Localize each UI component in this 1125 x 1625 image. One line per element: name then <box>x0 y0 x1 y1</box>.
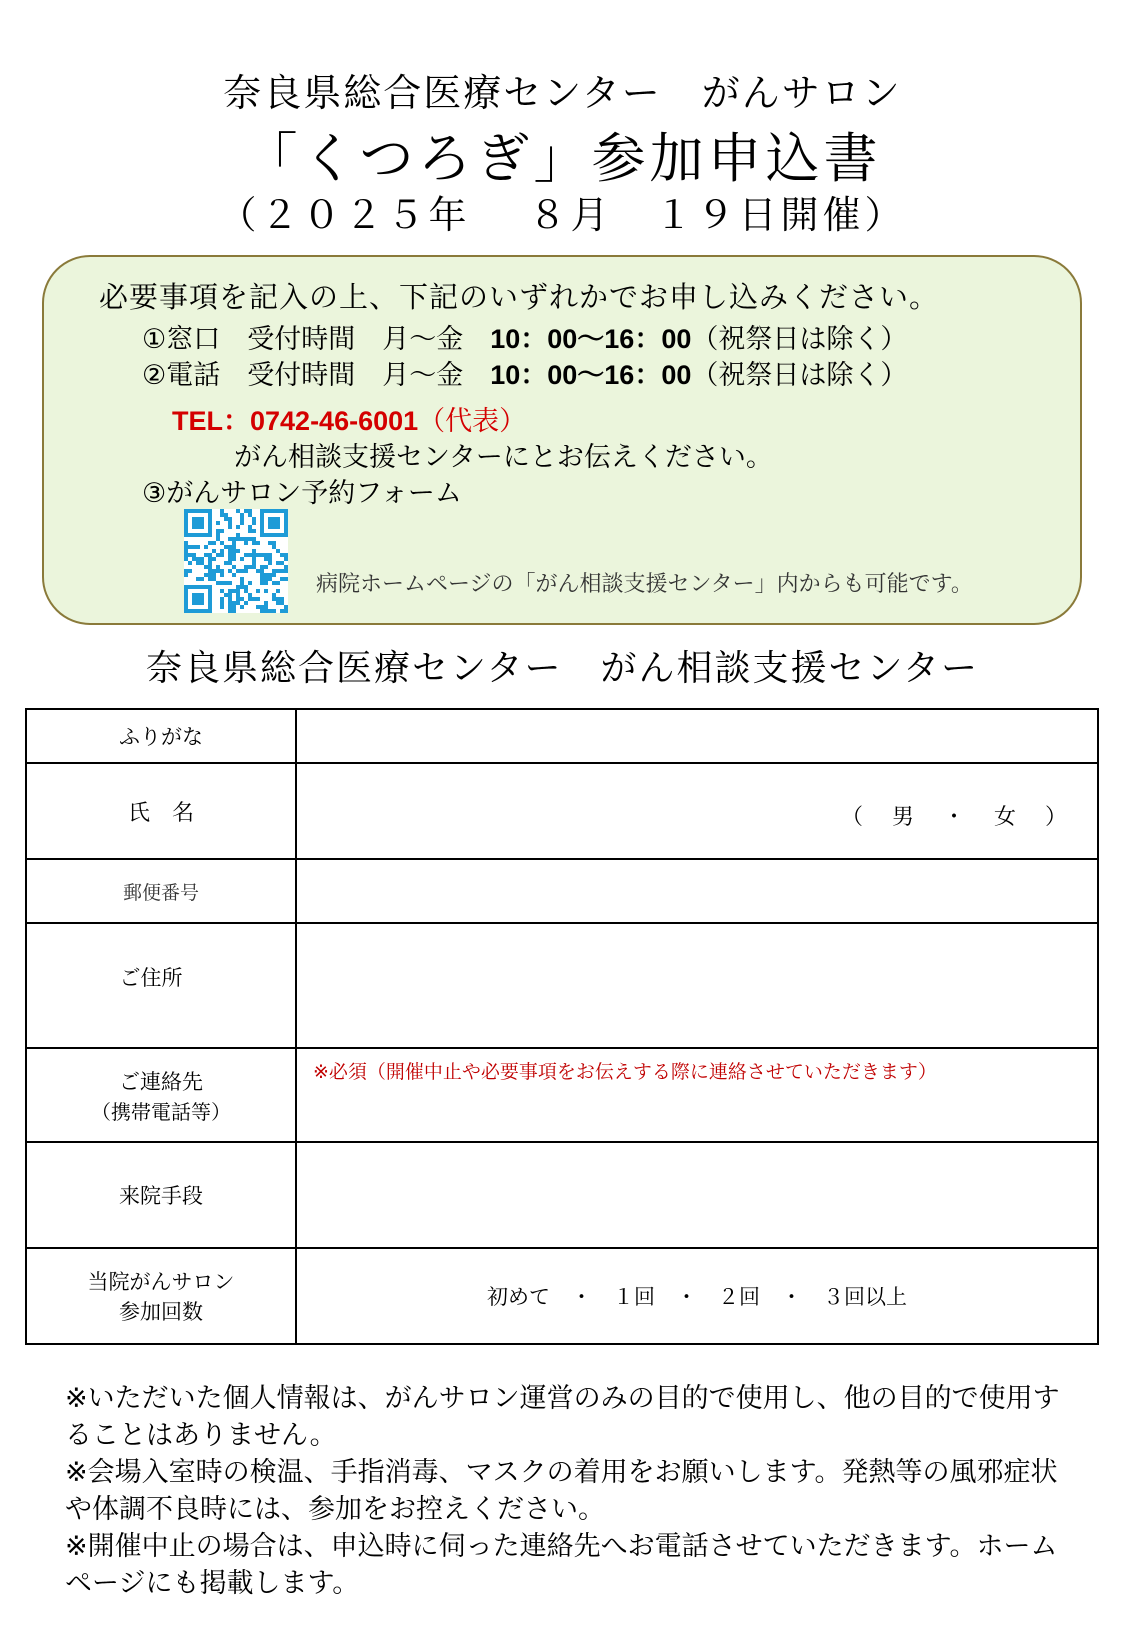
center-title: 奈良県総合医療センター がん相談支援センター <box>145 648 980 689</box>
method-counter: ①窓口 受付時間 月～金 10：00～16：00（祝祭日は除く） <box>142 324 908 355</box>
table-row <box>26 1048 1098 1142</box>
application-info-box <box>42 255 1082 625</box>
name-label: 氏 名 <box>26 763 296 859</box>
note-cancellation: ※開催中止の場合は、申込時に伺った連絡先へお電話させていただきます。ホームページにも掲載します。 <box>65 1531 1058 1599</box>
gender-select[interactable]: （ 男 ・ 女 ） <box>841 805 1067 830</box>
table-row <box>26 859 1098 923</box>
page-title: 「くつろぎ」参加申込書 <box>243 127 882 190</box>
info-lead: 必要事項を記入の上、下記のいずれかでお申し込みください。 <box>99 280 940 314</box>
postal-label: 郵便番号 <box>26 859 296 923</box>
notes <box>65 1380 1065 1602</box>
qr-note: 病院ホームページの「がん相談支援センター」内からも可能です。 <box>316 572 973 597</box>
table-row <box>26 709 1098 763</box>
contact-sub-label: （携帯電話等） <box>91 1099 231 1124</box>
table-row <box>26 763 1098 859</box>
event-date: （２０２５年 ８月 １９日開催） <box>218 193 907 237</box>
visits-label-line2: 参加回数 <box>119 1300 203 1324</box>
visits-options[interactable]: 初めて ・ １回 ・ ２回 ・ ３回以上 <box>296 1248 1098 1344</box>
postal-field[interactable] <box>296 859 1098 923</box>
header-organizer: 奈良県総合医療センター がんサロン <box>223 71 902 115</box>
transport-field[interactable] <box>296 1142 1098 1248</box>
furigana-label: ふりがな <box>26 709 296 763</box>
tel-number[interactable]: TEL：0742-46-6001（代表） <box>172 406 527 437</box>
table-row <box>26 923 1098 1048</box>
method-form: ③がんサロン予約フォーム <box>142 478 462 509</box>
required-note: ※必須（開催中止や必要事項をお伝えする際に連絡させていただきます） <box>313 1061 937 1083</box>
contact-field[interactable] <box>296 1048 1098 1142</box>
application-form-table <box>25 708 1099 1345</box>
note-privacy: ※いただいた個人情報は、がんサロン運営のみの目的で使用し、他の目的で使用することはありません。 <box>65 1383 1060 1451</box>
table-row <box>26 1142 1098 1248</box>
furigana-field[interactable] <box>296 709 1098 763</box>
visits-label-line1: 当院がんサロン <box>87 1270 235 1294</box>
address-field[interactable] <box>296 923 1098 1048</box>
note-hygiene: ※会場入室時の検温、手指消毒、マスクの着用をお願いします。発熱等の風邪症状や体調不良時には、参加をお控えください。 <box>65 1457 1058 1525</box>
table-row <box>26 1248 1098 1344</box>
transport-label: 来院手段 <box>26 1142 296 1248</box>
contact-label: ご連絡先 <box>119 1069 203 1094</box>
address-label: ご住所 <box>26 923 296 1048</box>
method-phone: ②電話 受付時間 月～金 10：00～16：00（祝祭日は除く） <box>142 360 908 391</box>
visits-label-cell <box>26 1248 296 1344</box>
qr-code-icon[interactable] <box>184 509 288 613</box>
name-field[interactable] <box>296 763 1098 859</box>
contact-label-cell <box>26 1048 296 1142</box>
tel-note: がん相談支援センターにとお伝えください。 <box>234 442 773 473</box>
